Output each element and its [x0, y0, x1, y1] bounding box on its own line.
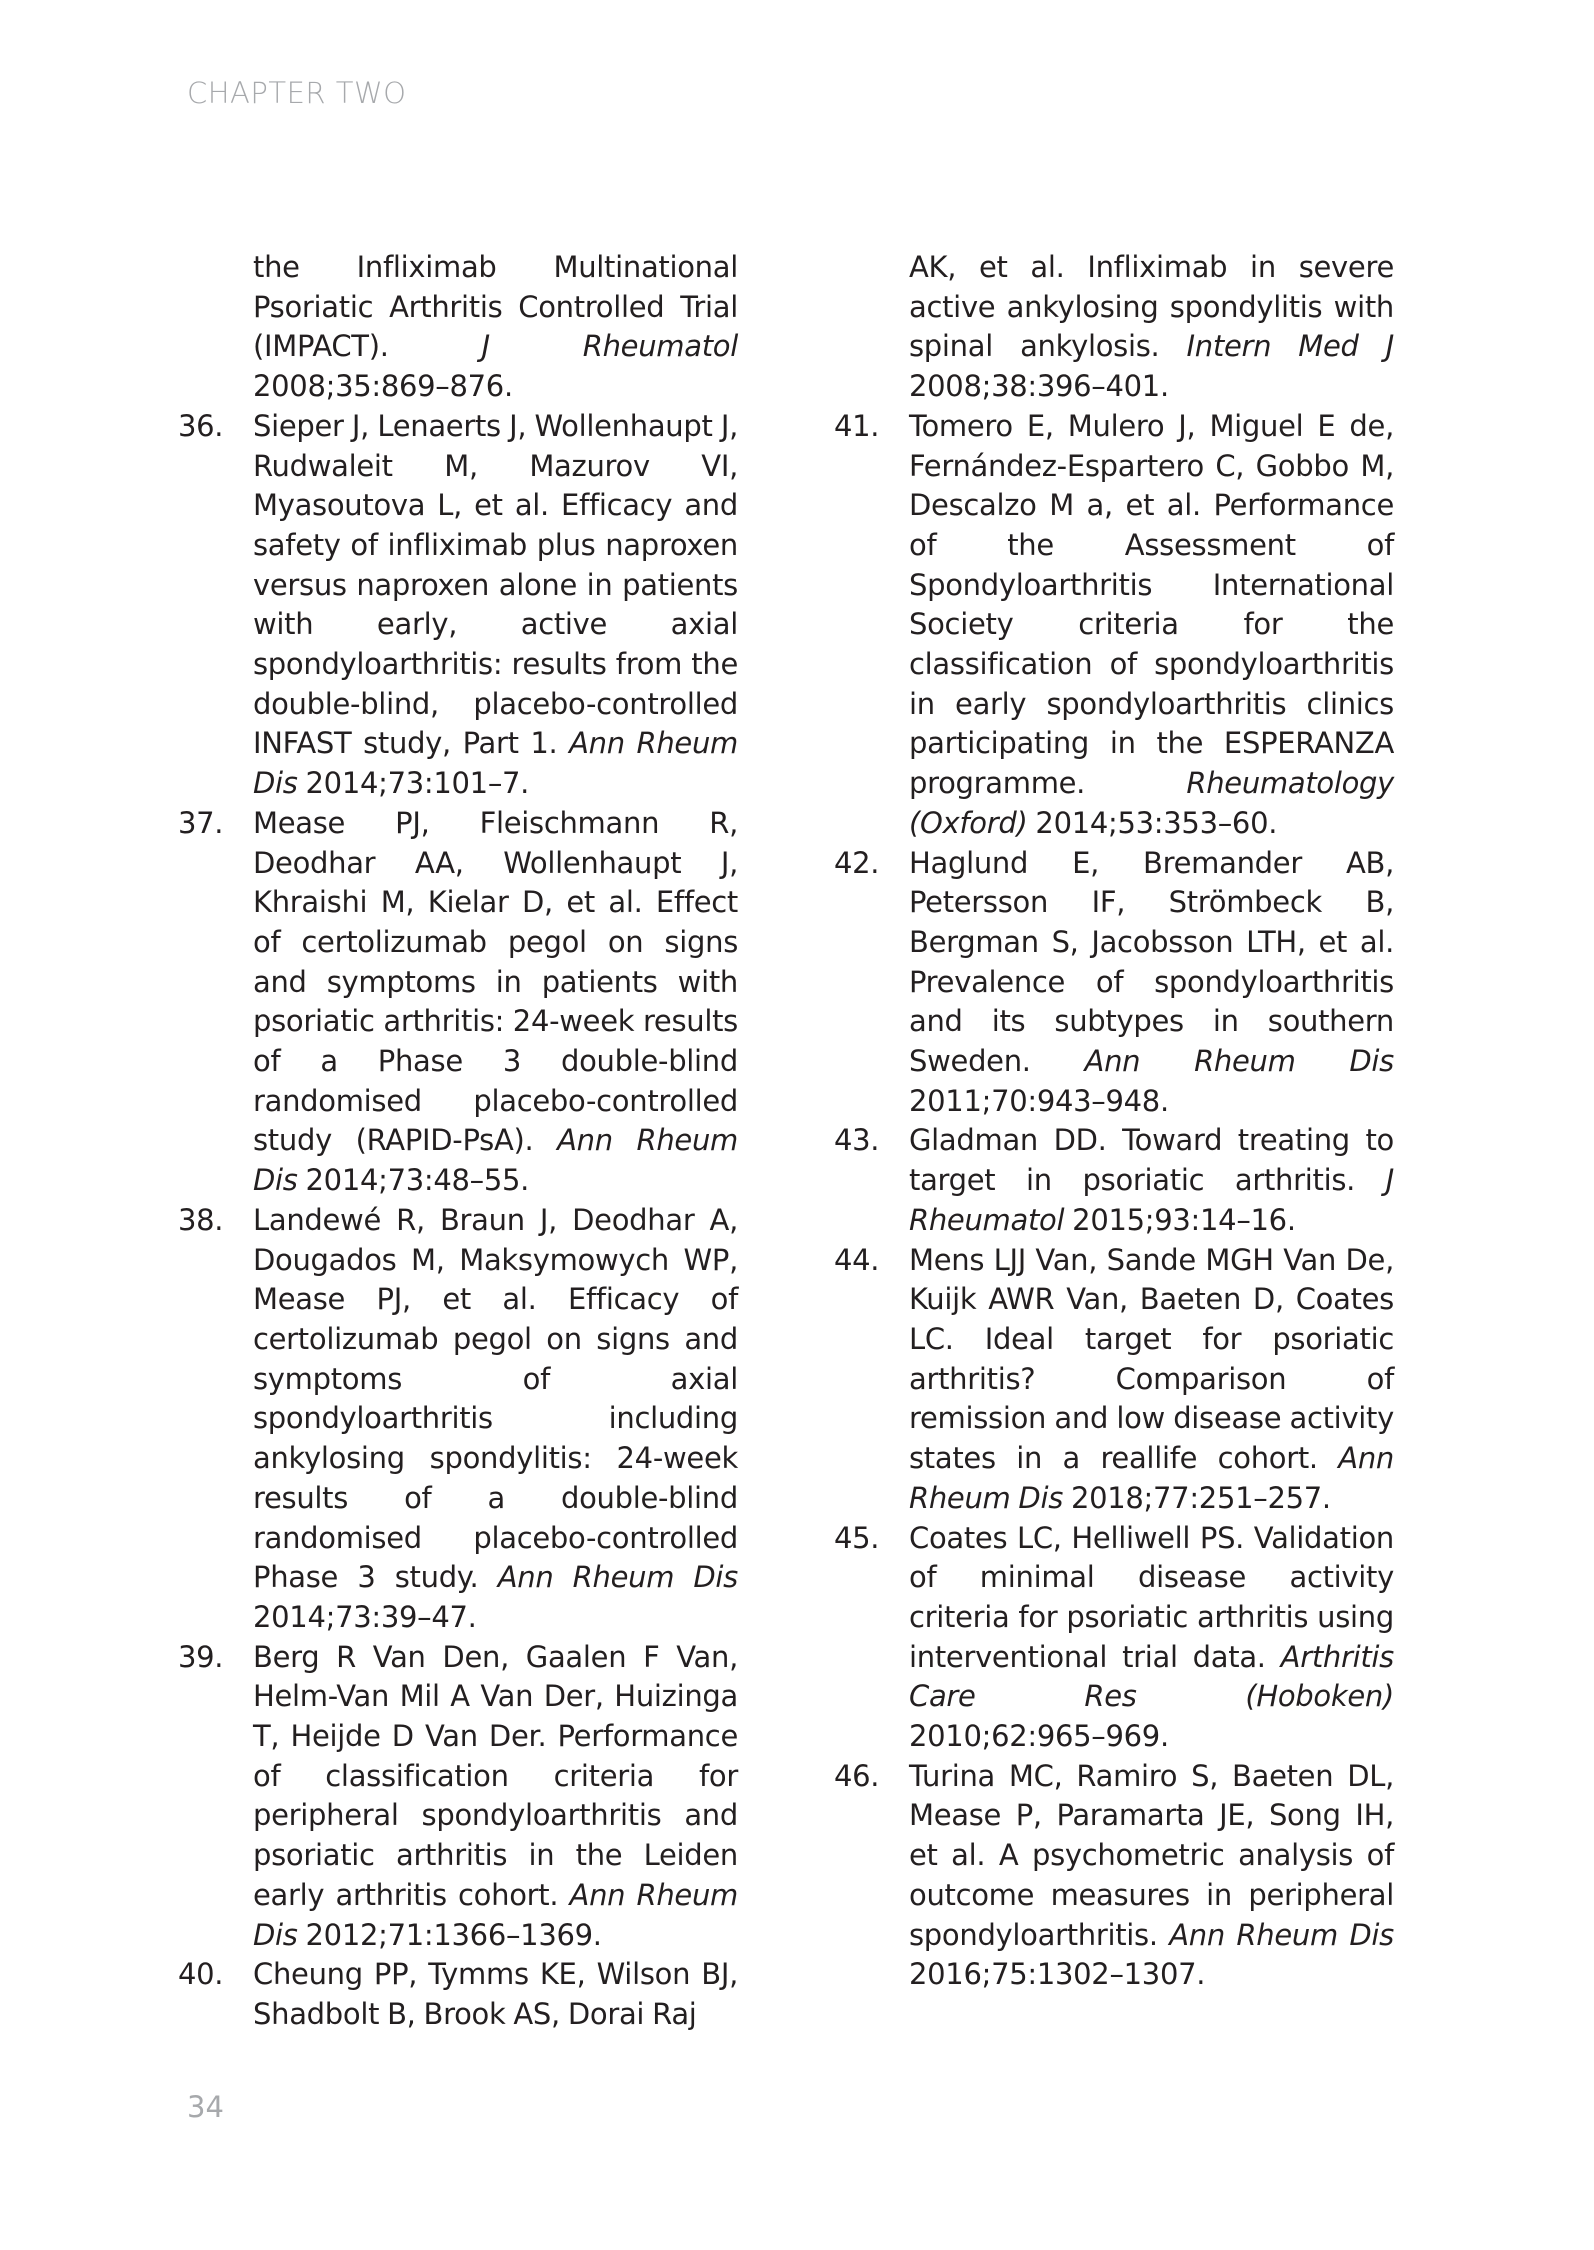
reference-number: 45.: [834, 1520, 880, 1555]
reference-text: [909, 248, 1394, 407]
journal-name: J Rheumatol: [481, 329, 738, 364]
reference-text: [253, 407, 738, 804]
reference-text: [909, 1121, 1394, 1240]
journal-name: Rheumatology (Oxford): [909, 766, 1394, 840]
journal-name: Ann Rheum Dis: [253, 726, 738, 801]
reference-text-segment: Haglund E, Bremander AB, Petersson IF, Strömbeck B, Bergman S, Jacobsson LTH, et al. Prevalence of spondyloarthritis and its subtypes in southern Sweden.: [909, 845, 1394, 1079]
reference-text-segment: Berg R Van Den, Gaalen F Van, Helm-Van Mil A Van Der, Huizinga T, Heijde D Van Der. Performance of classification criteria for peripheral spondyloarthritis and psoriatic arthritis in the Leiden early arthritis cohort.: [253, 1639, 738, 1912]
journal-name: Intern Med J: [1186, 329, 1395, 364]
reference-number: 43.: [834, 1123, 880, 1158]
reference-number: 37.: [178, 805, 224, 840]
reference-item: [834, 1519, 1394, 1757]
journal-name: Arthritis Care Res (Hoboken): [909, 1639, 1394, 1714]
reference-text-segment: 2014;73:48–55.: [297, 1163, 530, 1198]
reference-number: 42.: [834, 845, 880, 880]
reference-item: [834, 1241, 1394, 1519]
left-reference-column: [178, 248, 738, 2035]
reference-text-segment: Gladman DD. Toward treating to target in psoriatic arthritis.: [909, 1123, 1394, 1198]
reference-text-segment: 2008;35:869–876.: [253, 369, 513, 404]
reference-number: 40.: [178, 1957, 224, 1992]
reference-text-segment: 2018;77:251–257.: [1063, 1480, 1331, 1515]
journal-name: Ann Rheum Dis: [909, 1441, 1394, 1515]
page-number: 34: [187, 2090, 224, 2124]
reference-item: [178, 804, 738, 1201]
chapter-header: CHAPTER TWO: [187, 76, 407, 110]
reference-text-segment: Turina MC, Ramiro S, Baeten DL, Mease P, Paramarta JE, Song IH, et al. A psychometric analysis of outcome measures in peripheral spondyloarthritis.: [909, 1758, 1394, 1952]
reference-text: [909, 407, 1394, 844]
journal-name: Ann Rheum Dis: [253, 1877, 738, 1952]
reference-text-segment: the Infliximab Multinational Psoriatic Arthritis Controlled Trial (IMPACT).: [253, 250, 738, 364]
reference-item: [178, 248, 738, 407]
reference-text-segment: 2016;75:1302–1307.: [909, 1957, 1206, 1992]
journal-name: Ann Rheum Dis: [1084, 1044, 1394, 1079]
reference-text: [909, 844, 1394, 1122]
reference-text-segment: 2014;53:353–60.: [1027, 805, 1278, 840]
reference-text-segment: Landewé R, Braun J, Deodhar A, Dougados M, Maksymowych WP, Mease PJ, et al. Efficacy of certolizumab pegol on signs and symptoms of axial spondyloarthritis including ankylosing spondylitis: 24-week results of a double-blind randomised placebo-controlled Phase 3 study.: [253, 1202, 738, 1595]
journal-name: J Rheumatol: [909, 1163, 1394, 1237]
reference-text: [909, 1757, 1394, 1995]
reference-item: [834, 407, 1394, 844]
journal-name: Ann Rheum Dis: [497, 1560, 738, 1595]
reference-text: [253, 248, 738, 407]
reference-text: [253, 1201, 738, 1638]
reference-text-segment: 2015;93:14–16.: [1064, 1202, 1296, 1237]
reference-number: 44.: [834, 1242, 880, 1277]
reference-text-segment: 2008;38:396–401.: [909, 369, 1169, 404]
reference-number: 41.: [834, 408, 880, 443]
reference-number: 39.: [178, 1639, 224, 1674]
reference-item: [834, 844, 1394, 1122]
reference-number: 38.: [178, 1202, 224, 1237]
reference-item: [178, 1201, 738, 1638]
reference-text-segment: Tomero E, Mulero J, Miguel E de, Fernández-Espartero C, Gobbo M, Descalzo M a, et al. Performance of the Assessment of Spondyloarthritis International Society criteria for the classification of spondyloarthritis in early spondyloarthritis clinics participating in the ESPERANZA programme.: [909, 408, 1394, 801]
reference-text: [909, 1519, 1394, 1757]
reference-item: [178, 1955, 738, 2034]
right-reference-column: [834, 248, 1394, 1995]
reference-item: [178, 1638, 738, 1956]
reference-item: [834, 248, 1394, 407]
reference-text-segment: 2010;62:965–969.: [909, 1719, 1169, 1754]
reference-text-segment: Cheung PP, Tymms KE, Wilson BJ, Shadbolt B, Brook AS, Dorai Raj: [253, 1957, 738, 2031]
reference-text-segment: AK, et al. Infliximab in severe active ankylosing spondylitis with spinal ankylosis.: [909, 250, 1394, 364]
reference-number: 36.: [178, 408, 224, 443]
reference-text-segment: 2012;71:1366–1369.: [297, 1917, 602, 1952]
reference-number: 46.: [834, 1758, 880, 1793]
journal-name: Ann Rheum Dis: [253, 1123, 738, 1198]
reference-text: [253, 1638, 738, 1956]
reference-text-segment: 2014;73:39–47.: [253, 1599, 477, 1634]
reference-item: [178, 407, 738, 804]
reference-text-segment: Mens LJJ Van, Sande MGH Van De, Kuijk AWR Van, Baeten D, Coates LC. Ideal target for psoriatic arthritis? Comparison of remission and low disease activity states in a reallife cohort.: [909, 1242, 1394, 1476]
reference-item: [834, 1121, 1394, 1240]
reference-text: [253, 1955, 738, 2034]
journal-name: Ann Rheum Dis: [1169, 1917, 1394, 1952]
reference-text-segment: Mease PJ, Fleischmann R, Deodhar AA, Wollenhaupt J, Khraishi M, Kielar D, et al. Effect of certolizumab pegol on signs and symptoms in patients with psoriatic arthritis: 24-week results of a Phase 3 double-blind randomised placebo-controlled study (RAPID-PsA).: [253, 805, 738, 1158]
reference-text-segment: 2011;70:943–948.: [909, 1083, 1169, 1118]
reference-text: [909, 1241, 1394, 1519]
reference-text-segment: Coates LC, Helliwell PS. Validation of minimal disease activity criteria for psoriatic arthritis using interventional trial data.: [909, 1520, 1394, 1674]
reference-text: [253, 804, 738, 1201]
reference-text-segment: Sieper J, Lenaerts J, Wollenhaupt J, Rudwaleit M, Mazurov VI, Myasoutova L, et al. Efficacy and safety of infliximab plus naproxen versus naproxen alone in patients with early, active axial spondyloarthritis: results from the double-blind, placebo-controlled INFAST study, Part 1.: [253, 408, 738, 761]
reference-text-segment: 2014;73:101–7.: [297, 766, 530, 801]
reference-item: [834, 1757, 1394, 1995]
